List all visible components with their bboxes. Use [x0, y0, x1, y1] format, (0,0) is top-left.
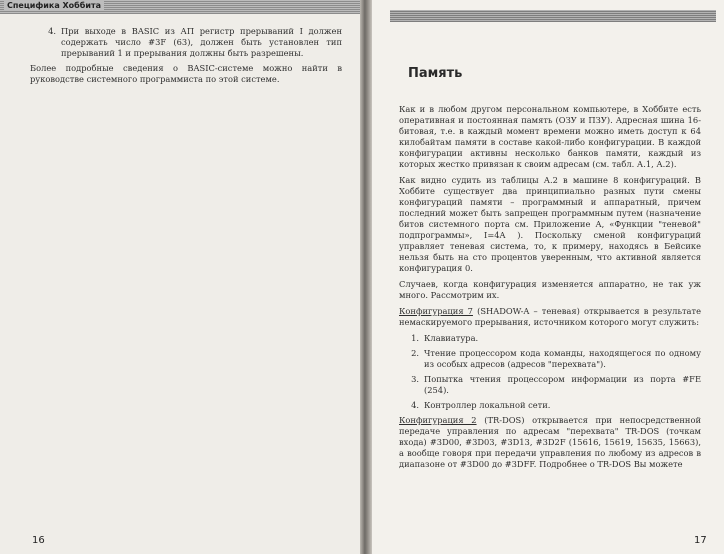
list-item [409, 348, 701, 370]
running-head: Специфика Хоббита [4, 1, 104, 10]
paragraph-3: Случаев, когда конфигурация изменяется аппаратно, не так уж много. Рассмотрим их. [399, 279, 701, 300]
paragraph-1: Как и в любом другом персональном компьютере, в Хоббите есть оперативная и постоянная память (ОЗУ и ПЗУ). Адресная шина 16-битовая, т.е. в каждый момент времени можно иметь доступ к 64 килобайтам памяти в составе какой-либо конфигурации. В каждой конфигурации активны несколько банков памяти, каждый из которых жестко привязан к своим адресам (см. табл. А.1, А.2). [399, 104, 701, 169]
list-item [409, 333, 701, 344]
book-gutter [360, 0, 372, 554]
list-item-text: Контроллер локальной сети. [424, 400, 551, 410]
list-item-number: 4. [48, 26, 56, 36]
list-item-number: 1. [411, 333, 419, 343]
config7-label: Конфигурация 7 [399, 306, 473, 316]
page-number-left: 16 [32, 535, 45, 546]
right-page-body [399, 104, 701, 475]
running-head-bar [390, 10, 716, 22]
list-item [409, 400, 701, 411]
list-item-text: Клавиатура. [424, 333, 479, 343]
config2-label: Конфигурация 2 [399, 415, 477, 425]
page-number-right: 17 [694, 535, 707, 546]
list-item-text: При выходе в BASIC из АП регистр прерываний I должен содержать число #3F (63), должен быть установлен тип прерываний 1 и прерывания должны быть разрешены. [61, 26, 342, 58]
list-item-number: 3. [411, 374, 419, 384]
right-page [372, 0, 724, 554]
paragraph-config7 [399, 306, 701, 328]
list-item-text: Попытка чтения процессором информации из порта #FE (254). [424, 374, 701, 395]
config7-text: (SHADOW-A – теневая) открывается в результате немаскируемого прерывания, источником которого могут служить: [399, 306, 701, 327]
paragraph: Более подробные сведения о BASIC-системе можно найти в руководстве системного программиста по этой системе. [30, 63, 342, 84]
list-item-number: 4. [411, 400, 419, 410]
list-item [409, 374, 701, 396]
left-page [0, 0, 360, 554]
paragraph-config2 [399, 415, 701, 470]
paragraph-2: Как видно судить из таблицы А.2 в машине 8 конфигураций. В Хоббите существует два принципиально разных пути смены конфигураций памяти – программный и аппаратный, причем последний может быть запрещен программным путем (назначение битов системного порта см. Приложение А, «Функции "теневой" подпрограммы», I=4A ). Поскольку сменой конфигураций управляет теневая система, то, к примеру, находясь в Бейсике нельзя быть на сто процентов уверенным, что активной является конфигурация 0. [399, 175, 701, 273]
list-item-number: 2. [411, 348, 419, 358]
list-item-text: Чтение процессором кода команды, находящегося по одному из особых адресов (адресов "перехвата"). [424, 348, 701, 369]
list-item [46, 26, 342, 59]
left-page-body [30, 26, 342, 90]
chapter-title: Память [408, 66, 463, 81]
running-head-bar [0, 0, 360, 14]
config2-text: (TR-DOS) открывается при непосредственной передаче управления по адресам "перехвата" TR-DOS (точкам входа) #3D00, #3D03, #3D13, #3D2F (15616, 15619, 15635, 15663), а вообще говоря при передачи управления по любому из адресов в диапазоне от #3D00 до #3DFF. Подробнее о TR-DOS Вы можете [399, 415, 701, 469]
